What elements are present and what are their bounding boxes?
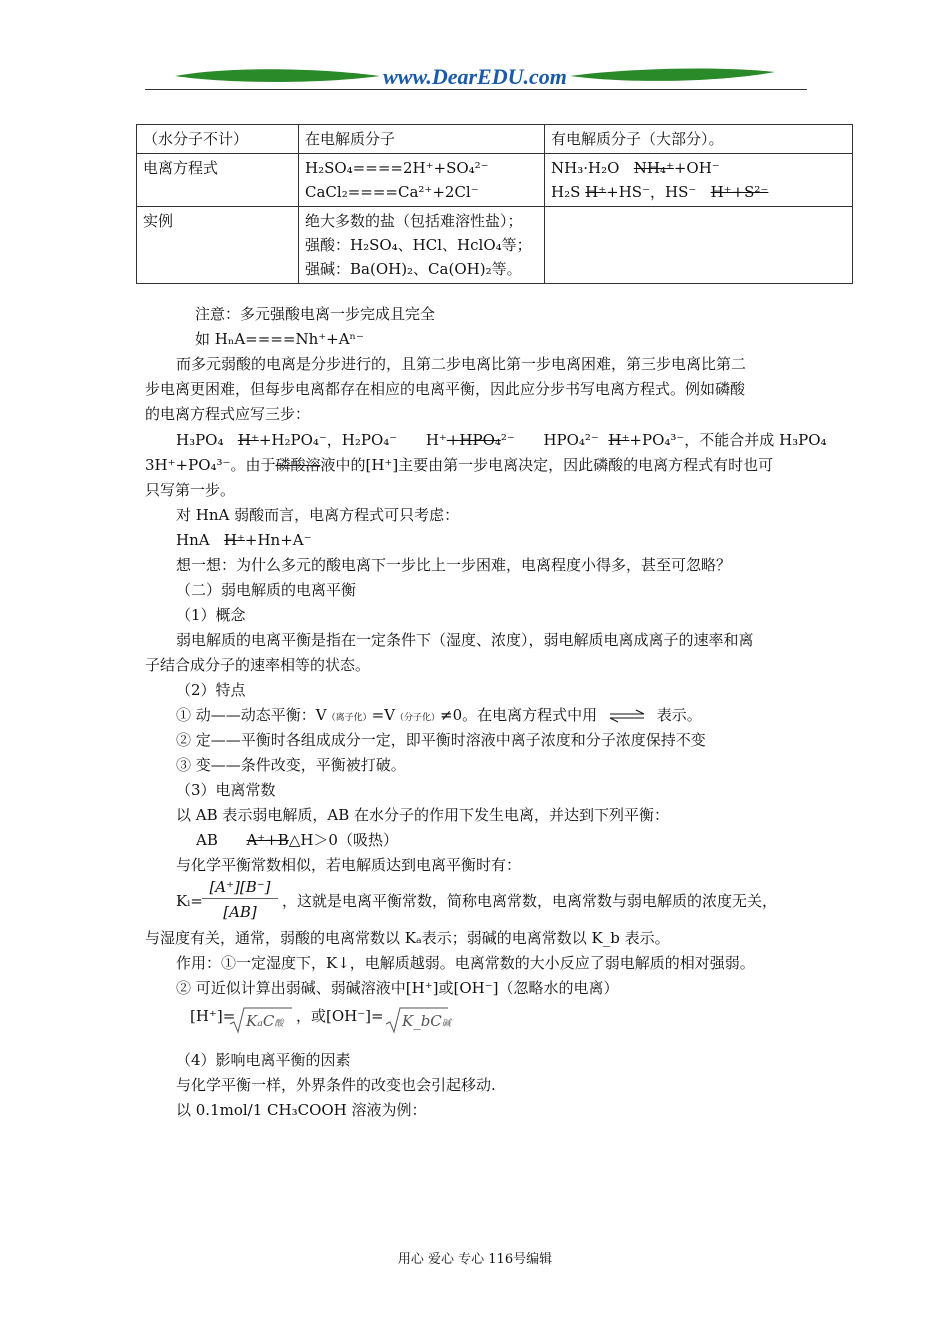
sqrt-body: KₐC酸 [246,1012,284,1030]
electrolyte-table [136,124,853,284]
table-cell: 实例 [137,207,299,284]
note-line: 如 HₙA====Nh⁺+Aⁿ⁻ [195,330,364,348]
table-cell: 在电解质分子 [299,125,545,154]
equilibrium-arrow: H⁺ [237,431,259,449]
feature-line: ① 动——动态平衡：V（离子化）=V（分子化）≠0。在电离方程式中用 表示。 [176,706,702,724]
equation-line: AB A⁺+B△H＞0（吸热） [196,831,398,849]
header-rule [145,89,807,90]
paragraph-line: 只写第一步。 [145,481,236,499]
equilibrium-arrow: A⁺+B [246,831,289,849]
subsection-heading: （3）电离常数 [176,781,276,799]
ki-numerator: [A⁺][B⁻] [209,878,271,896]
paragraph-line: 步电离更困难，但每步电离都存在相应的电离平衡，因此应分步书写电离方程式。例如磷酸 [145,380,746,398]
paragraph-line: 想一想：为什么多元的酸电离下一步比上一步困难，电离程度小得多，甚至可忽略？ [176,556,732,574]
equilibrium-arrow: NH₄⁺ [633,159,674,177]
paragraph-line: 子结合成分子的速率相等的状态。 [145,656,371,674]
equilibrium-arrow: H⁺+S²⁻ [710,183,769,201]
equilibrium-arrow-icon [606,709,648,723]
sqrt-body: K_bC碱 [402,1012,451,1030]
paragraph-line: 的电离方程式应写三步： [145,405,311,423]
sqrt-lhs: [H⁺]= [190,1007,236,1025]
paragraph-line: ，这就是电离平衡常数，简称电离常数，电离常数与弱电解质的浓度无关， [282,892,778,910]
equilibrium-arrow: H⁺ [223,531,245,549]
table-cell: 有电解质分子（大部分）。 [545,125,853,154]
table-cell: H₂SO₄====2H⁺+SO₄²⁻ CaCl₂====Ca²⁺+2Cl⁻ [299,154,545,207]
section-heading: （二）弱电解质的电离平衡 [176,581,357,599]
feature-line: ② 定——平衡时各组成成分一定，即平衡时溶液中离子浓度和分子浓度保持不变 [176,731,706,749]
table-cell: NH₃·H₂O NH₄⁺+OH⁻ H₂S H⁺+HS⁻，HS⁻ H⁺+S²⁻ [545,154,853,207]
page-footer: 用心 爱心 专心 116号编辑 [397,1252,553,1267]
paragraph-line: 对 HnA 弱酸而言，电离方程式可只考虑： [176,506,460,524]
equilibrium-arrow: H⁺ [585,183,607,201]
paragraph-line: 以 AB 表示弱电解质，AB 在水分子的作用下发生电离，并达到下列平衡： [176,806,670,824]
paragraph-line: 与化学平衡常数相似，若电解质达到电离平衡时有： [176,856,522,874]
paragraph-line: 作用：①一定湿度下，K↓，电解质越弱。电离常数的大小反应了弱电解质的相对强弱。 [176,954,755,972]
table-cell: 绝大多数的盐（包括难溶性盐）； 强酸：H₂SO₄、HCl、HclO₄等； 强碱：Ba(OH)₂、Ca(OH)₂等。 [299,207,545,284]
paragraph-line: ② 可近似计算出弱碱、弱碱溶液中[H⁺]或[OH⁻]（忽略水的电离） [176,979,619,997]
paragraph-line: 以 0.1mol/1 CH₃COOH 溶液为例： [176,1101,427,1119]
header-site-text: www.DearEDU.com [383,64,567,89]
paragraph-line: 与化学平衡一样，外界条件的改变也会引起移动. [176,1076,496,1094]
equilibrium-arrow: H⁺ [608,431,630,449]
table-row [137,125,853,154]
sqrt-mid: ，或[OH⁻]= [296,1007,384,1025]
fraction-bar [202,898,278,899]
note-line: 注意：多元强酸电离一步完成且完全 [195,305,436,323]
equation-line: HnA H⁺+Hn+A⁻ [176,531,312,549]
paragraph-line: 弱电解质的电离平衡是指在一定条件下（湿度、浓度），弱电解质电离成离子的速率和离 [176,631,754,649]
ki-label: Kᵢ= [176,892,203,910]
table-row [137,154,853,207]
equation-line: H₃PO₄ H⁺+H₂PO₄⁻，H₂PO₄⁻ H⁺+HPO₄²⁻ HPO₄²⁻ H⁺+PO₄³⁻，不能合并成 H₃PO₄ [176,431,827,449]
table-cell: （水分子不计） [137,125,299,154]
subsection-heading: （4）影响电离平衡的因素 [176,1051,351,1069]
ki-denominator: [AB] [223,903,257,921]
table-row [137,207,853,284]
table-cell [545,207,853,284]
feature-line: ③ 变——条件改变，平衡被打破。 [176,756,406,774]
paragraph-line: 而多元弱酸的电离是分步进行的，且第二步电离比第一步电离困难，第三步电离比第二 [176,355,747,373]
subsection-heading: （1）概念 [176,606,246,624]
table-cell: 电离方程式 [137,154,299,207]
subsection-heading: （2）特点 [176,681,246,699]
equation-line: 3H⁺+PO₄³⁻。由于磷酸溶液中的[H⁺]主要由第一步电离决定，因此磷酸的电离方程式有时也可 [145,456,774,474]
paragraph-line: 与湿度有关，通常，弱酸的电离常数以 Kₐ表示；弱碱的电离常数以 K_b 表示。 [145,929,670,947]
